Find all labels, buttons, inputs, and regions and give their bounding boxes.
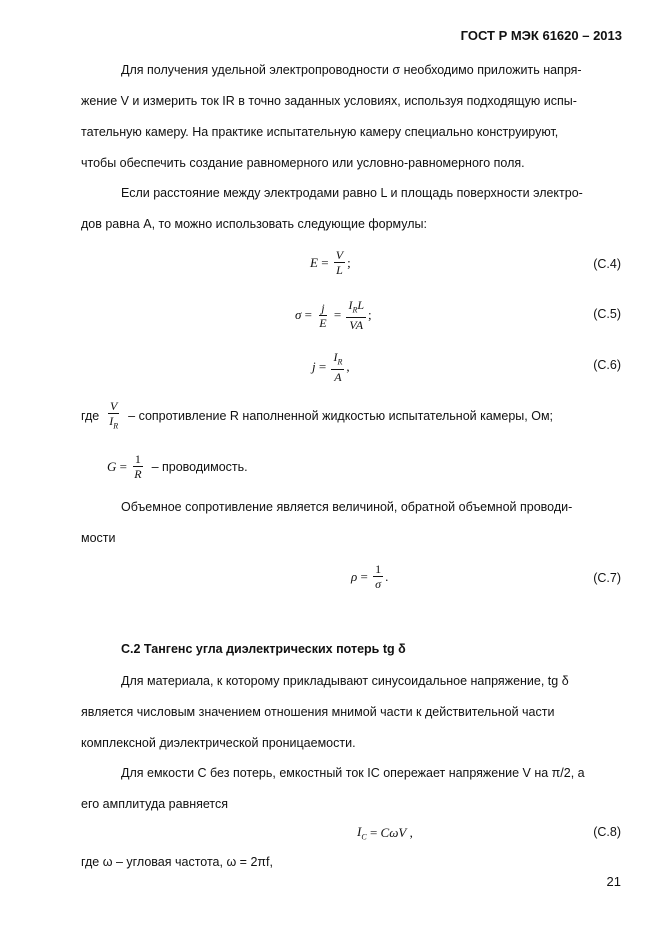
- page-number: 21: [606, 874, 621, 889]
- paragraph-tangent-definition: [81, 666, 621, 759]
- paragraph-line: мости: [81, 531, 116, 545]
- paragraph-line: Для получения удельной электропроводности σ необходимо приложить напря-: [121, 63, 582, 77]
- paragraph-capacitance: [81, 758, 621, 820]
- paragraph-electrodes: [81, 178, 621, 240]
- formula-c5: σ = $\frac{j}{E}$ = $\frac{I_RL}{VA}$ ;: [295, 298, 372, 333]
- paragraph-line: комплексной диэлектрической проницаемости.: [81, 736, 356, 750]
- conductance-description: – проводимость.: [151, 459, 248, 474]
- paragraph-line: дов равна A, то можно использовать следующие формулы:: [81, 217, 428, 231]
- where-resistance-line: [81, 399, 553, 433]
- paragraph-line: Если расстояние между электродами равно L и площадь поверхности электро-: [121, 186, 583, 200]
- paragraph-line: тательную камеру. На практике испытательную камеру специально конструируют,: [81, 125, 559, 139]
- formula-number-c5: (С.5): [593, 307, 621, 321]
- standard-header: ГОСТ Р МЭК 61620 – 2013: [460, 28, 622, 43]
- paragraph-volume-resistivity: [81, 492, 621, 554]
- paragraph-line: Для емкости C без потерь, емкостный ток IC опережает напряжение V на π/2, а: [121, 766, 585, 780]
- paragraph-line: чтобы обеспечить создание равномерного или условно-равномерного поля.: [81, 156, 525, 170]
- formula-conductance: G = $\frac{1}{R}$: [107, 452, 142, 481]
- formula-number-c4: (С.4): [593, 257, 621, 271]
- formula-number-c6: (С.6): [593, 358, 621, 372]
- paragraph-line: Объемное сопротивление является величиной, обратной объемной проводи-: [121, 500, 573, 514]
- formula-c4: E = $\frac{V}{L}$ ;: [310, 248, 351, 277]
- fraction-v-over-ir: $\frac{V}{I_R}$: [109, 399, 119, 431]
- paragraph-conductivity: [81, 55, 621, 179]
- paragraph-line: жение V и измерить ток IR в точно заданных условиях, используя подходящую испы-: [81, 94, 577, 108]
- formula-number-c7: (С.7): [593, 571, 621, 585]
- resistance-description: – сопротивление R наполненной жидкостью испытательной камеры, Ом;: [128, 409, 554, 424]
- where-label: где: [81, 409, 100, 424]
- formula-c7: ρ = $\frac{1}{\sigma}$ .: [351, 562, 389, 591]
- formula-number-c8: (С.8): [593, 825, 621, 839]
- conductance-line: [107, 452, 248, 481]
- formula-c8: $I_C$ = CωV ,: [357, 824, 413, 842]
- paragraph-line: является числовым значением отношения мнимой части к действительной части: [81, 705, 555, 719]
- where-omega-line: где ω – угловая частота, ω = 2πf,: [81, 855, 273, 869]
- section-heading: С.2 Тангенс угла диэлектрических потерь tg δ: [121, 642, 406, 656]
- paragraph-line: его амплитуда равняется: [81, 797, 229, 811]
- formula-c6: j = $\frac{I_R}{A}$ ,: [312, 350, 350, 385]
- paragraph-line: Для материала, к которому прикладывают синусоидальное напряжение, tg δ: [121, 674, 569, 688]
